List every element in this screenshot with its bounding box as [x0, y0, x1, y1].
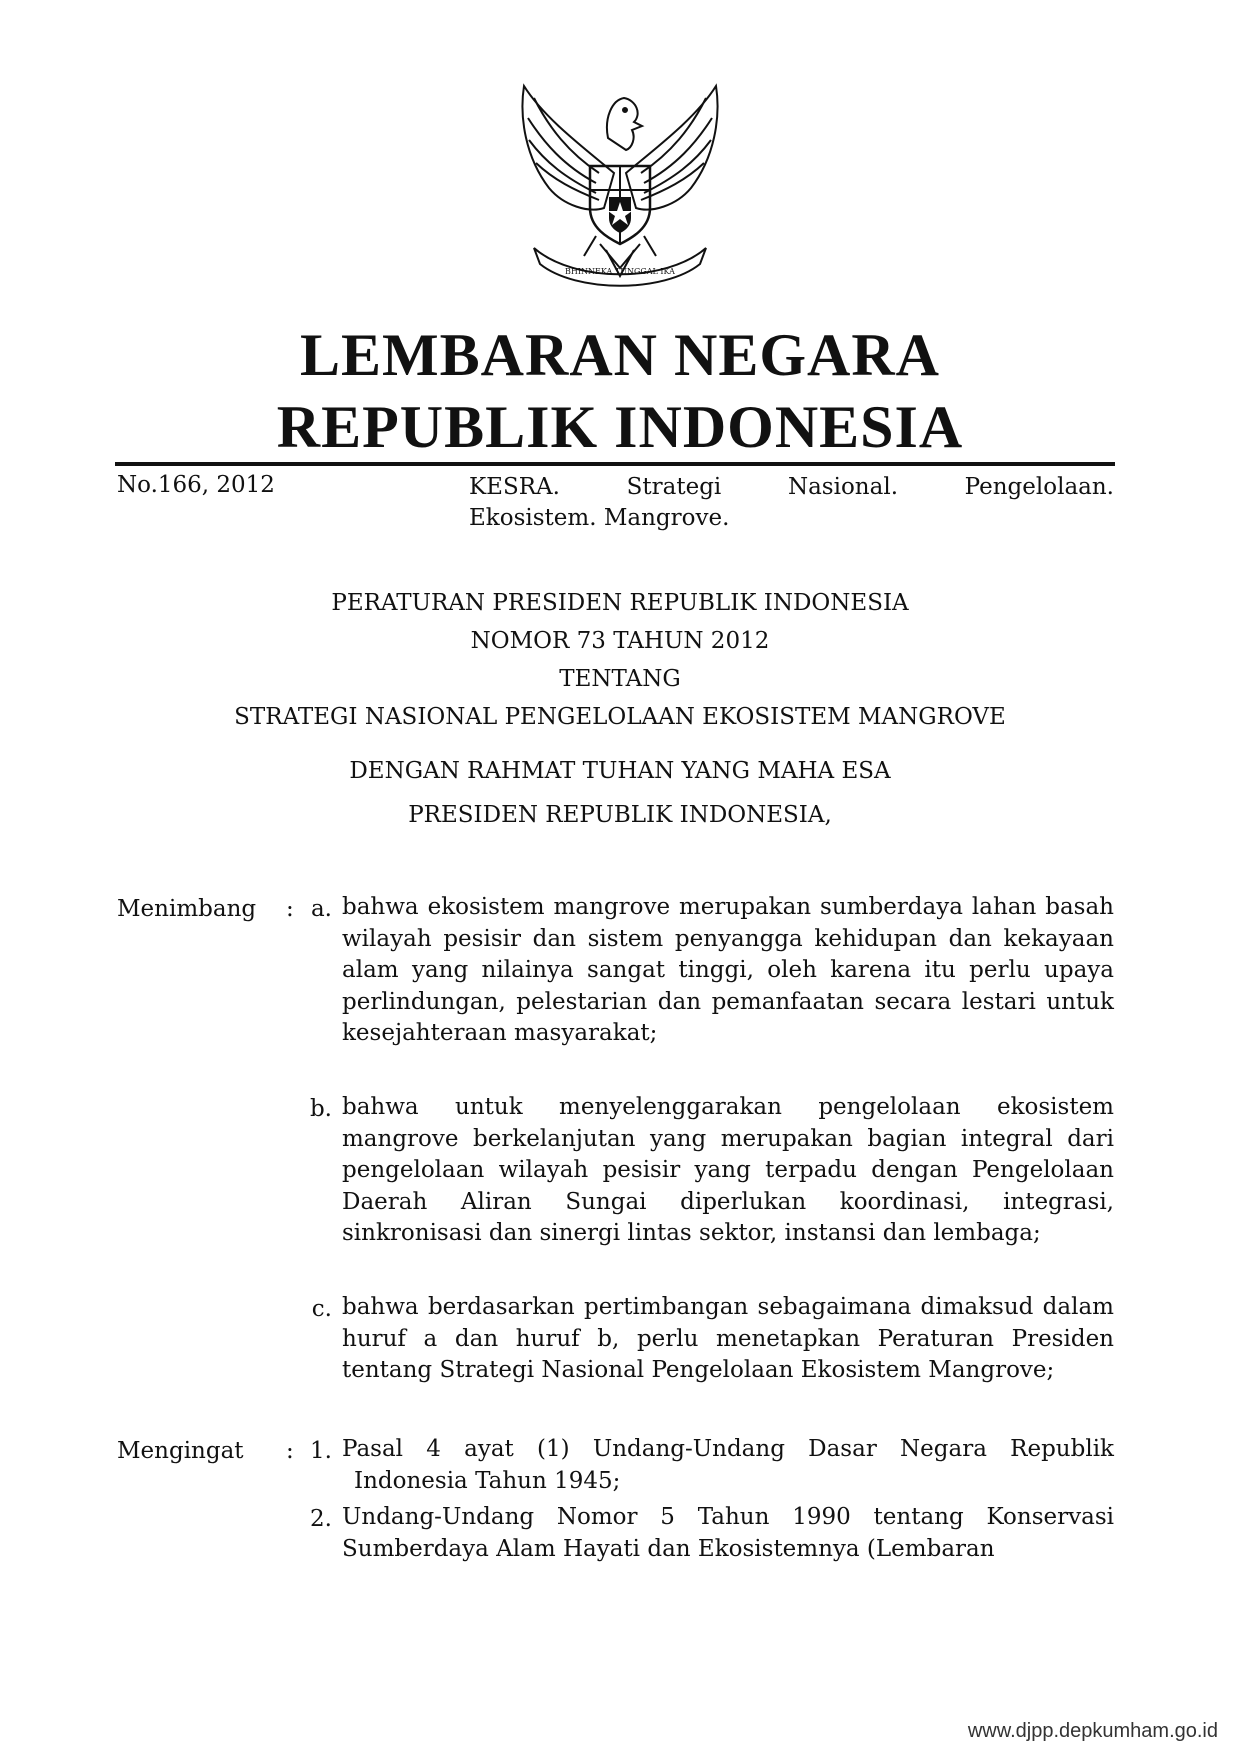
garuda-pancasila-icon	[504, 78, 736, 296]
regulation-subject: STRATEGI NASIONAL PENGELOLAAN EKOSISTEM MANGROVE	[234, 704, 1006, 730]
regulation-about: TENTANG	[559, 666, 681, 692]
menimbang-item-text: bahwa berdasarkan pertimbangan sebagaimana dimaksud dalam huruf a dan huruf b, perlu menetapkan Peraturan Presiden tentang Strategi Nasional Pengelolaan Ekosistem Mangrove;	[342, 1294, 1114, 1383]
source-url: www.djpp.depkumham.go.id	[967, 1720, 1218, 1742]
motto-ribbon-text: BHINNEKA TUNGGAL IKA	[565, 267, 675, 276]
mengingat-item-line1: Pasal 4 ayat (1) Undang-Undang Dasar Negara Republik	[342, 1436, 1114, 1462]
gazette-topic	[469, 472, 1114, 534]
mengingat-item-text: Undang-Undang Nomor 5 Tahun 1990 tentang Konservasi Sumberdaya Alam Hayati dan Ekosistemnya (Lembaran	[342, 1504, 1114, 1562]
regulation-number: NOMOR 73 TAHUN 2012	[470, 628, 770, 654]
mengingat-item-line2: Indonesia Tahun 1945;	[354, 1467, 621, 1494]
regulation-issuer: PRESIDEN REPUBLIK INDONESIA,	[408, 802, 832, 828]
garuda-emblem	[504, 78, 736, 296]
masthead-line1: LEMBARAN NEGARA	[299, 322, 941, 388]
mengingat-label: Mengingat	[117, 1438, 244, 1464]
menimbang-item-marker: c.	[311, 1296, 332, 1322]
gazette-topic-line2: Ekosistem. Mangrove.	[469, 505, 730, 531]
menimbang-item-marker: a.	[310, 896, 332, 922]
masthead-line2: REPUBLIK INDONESIA	[276, 394, 964, 460]
mengingat-colon: :	[286, 1438, 294, 1464]
regulation-title: PERATURAN PRESIDEN REPUBLIK INDONESIA	[331, 590, 909, 616]
mengingat-item-marker: 2.	[310, 1506, 332, 1532]
gazette-topic-line1: KESRA. Strategi Nasional. Pengelolaan.	[469, 474, 1114, 500]
regulation-invocation: DENGAN RAHMAT TUHAN YANG MAHA ESA	[349, 758, 891, 784]
mengingat-item-marker: 1.	[310, 1438, 332, 1464]
menimbang-colon: :	[286, 896, 294, 922]
mengingat-item	[342, 1434, 1114, 1497]
gazette-number: No.166, 2012	[117, 472, 275, 498]
menimbang-item-text: bahwa untuk menyelenggarakan pengelolaan ekosistem mangrove berkelanjutan yang merupakan bagian integral dari pengelolaan wilayah pesisir yang terpadu dengan Pengelolaan Daerah Aliran Sungai diperlukan koordinasi, integrasi, sinkronisasi dan sinergi lintas sektor, instansi dan lembaga;	[342, 1094, 1114, 1246]
menimbang-label: Menimbang	[117, 896, 257, 922]
masthead-divider	[115, 462, 1115, 466]
menimbang-item-marker: b.	[309, 1096, 332, 1122]
menimbang-item-text: bahwa ekosistem mangrove merupakan sumberdaya lahan basah wilayah pesisir dan sistem penyangga kehidupan dan kekayaan alam yang nilainya sangat tinggi, oleh karena itu perlu upaya perlindungan, pelestarian dan pemanfaatan secara lestari untuk kesejahteraan masyarakat;	[342, 894, 1114, 1046]
